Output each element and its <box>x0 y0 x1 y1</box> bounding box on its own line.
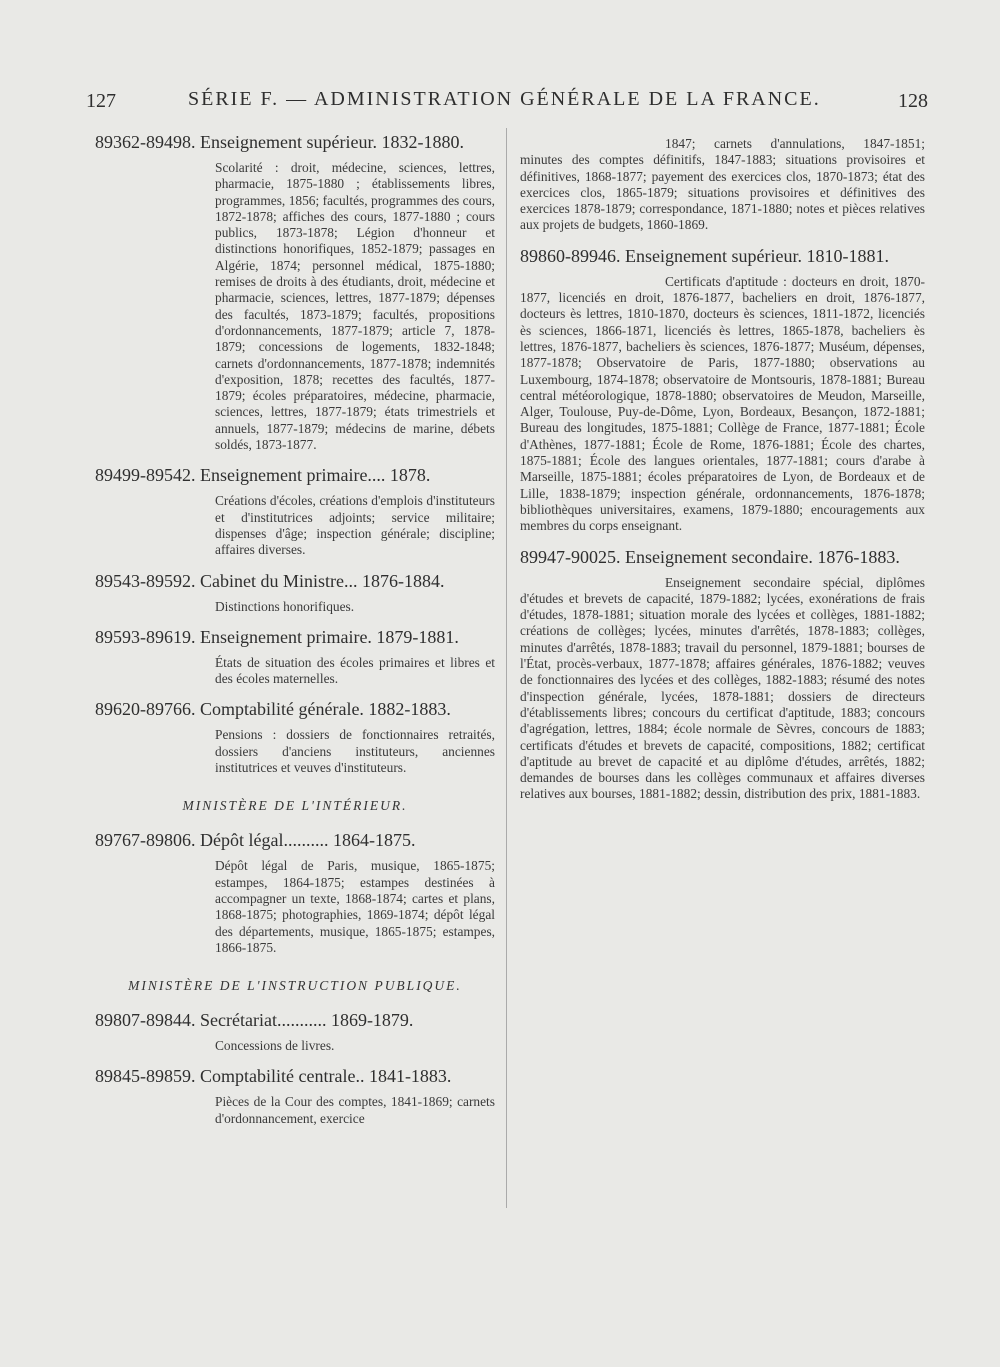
entry-heading: 89543-89592. Cabinet du Ministre... 1876-1884. <box>95 570 445 591</box>
section-title: MINISTÈRE DE L'INSTRUCTION PUBLIQUE. <box>128 978 462 994</box>
page-header <box>80 88 940 118</box>
entry-heading: 89767-89806. Dépôt légal.......... 1864-1875. <box>95 830 416 851</box>
left-column <box>95 130 495 1137</box>
entry-heading: 89845-89859. Comptabilité centrale.. 1841-1883. <box>95 1066 452 1087</box>
column-divider <box>506 128 507 1208</box>
entry-heading: 89620-89766. Comptabilité générale. 1882-1883. <box>95 699 451 720</box>
entry-body-continued: 1847; carnets d'annulations, 1847-1851; minutes des comptes définitifs, 1847-1883; situations provisoires et définitives, 1868-1877; payement des exercices clos, 1870-1873; état des exercices clos, 1865-1879; situations provisoires et définitives des exercices 1878-1879; correspondance, 1871-1880; notes et pièces relatives aux projets de budgets, 1860-1869. <box>520 136 925 233</box>
entry-heading: 89362-89498. Enseignement supérieur. 1832-1880. <box>95 132 464 152</box>
page-number-left: 127 <box>86 90 116 112</box>
entry-body: Dépôt légal de Paris, musique, 1865-1875; estampes, 1864-1875; estampes destinées à accompagner un texte, 1868-1874; cartes et plans, 1868-1875; photographies, 1869-1874; dépôt légal des départements, musique, 1865-1875; estampes, 1866-1875. <box>215 858 495 955</box>
entry-heading: 89499-89542. Enseignement primaire.... 1878. <box>95 465 431 486</box>
entry-body: Concessions de livres. <box>215 1038 335 1054</box>
running-title: SÉRIE F. — ADMINISTRATION GÉNÉRALE DE LA FRANCE. <box>188 88 821 110</box>
entry-body: Pensions : dossiers de fonctionnaires retraités, dossiers d'anciens instituteurs, anciennes institutrices et veuves d'instituteurs. <box>215 727 495 776</box>
page-number-right: 128 <box>898 90 928 112</box>
entry-heading: 89807-89844. Secrétariat........... 1869-1879. <box>95 1010 414 1031</box>
right-column <box>520 130 925 813</box>
entry-heading: 89593-89619. Enseignement primaire. 1879-1881. <box>95 626 459 647</box>
entry-heading: 89860-89946. Enseignement supérieur. 1810-1881. <box>520 245 889 266</box>
entry-body: Scolarité : droit, médecine, sciences, lettres, pharmacie, 1875-1880 ; établissements libres, programmes, 1856; facultés, programmes des cours, 1872-1878; affiches des cours, 1877-1880 ; cours publics, 1873-1878; Légion d'honneur et distinctions honorifiques, 1852-1879; passages en Algérie, 1874; personnel médical, 1875-1880; remises de droits à des étudiants, droit, médecine et pharmacie, sciences, lettres, 1877-1879; dépenses des facultés, 1873-1879; facultés, propositions d'ordonnancements, 1877-1879; article 7, 1878-1879; concessions de logements, 1832-1848; carnets d'ordonnancements, 1877-1878; indemnités d'exposition, 1878; recettes des facultés, 1877-1879; écoles préparatoires, médecine, pharmacie, sciences, lettres, 1877-1879; états trimestriels et annuels, 1877-1879; médecins de marine, débets soldés, 1873-1877. <box>215 160 495 453</box>
entry-body: Certificats d'aptitude : docteurs en droit, 1870-1877, licenciés en droit, 1876-1877, bacheliers en droit, 1876-1877, docteurs ès lettres, 1810-1870, docteurs ès sciences, 1811-1872, licenciés ès sciences, 1866-1871, licenciés ès lettres, 1865-1878, bacheliers ès lettres, 1876-1877, bacheliers ès sciences, 1876-1877; Muséum, dépenses, 1877-1878; Observatoire de Paris, 1877-1880; observations au Luxembourg, 1874-1878; observatoire de Montsouris, 1878-1881; Bureau central météorologique, 1878-1880; observatoires de Meudon, Marseille, Alger, Toulouse, Puy-de-Dôme, Lyon, Bordeaux, Besançon, 1872-1881; Bureau des longitudes, 1875-1881; Collège de France, 1877-1881; École d'Athènes, 1877-1881; École de Rome, 1876-1881; École des chartes, 1875-1881; École des langues orientales, 1877-1881; cours d'arabe à Marseille, 1875-1881; écoles préparatoires de Lyon, de Bordeaux et de Lille, 1838-1879; inspection générale, ordonnancements, 1876-1878; bibliothèques universitaires, examens, 1879-1880; encouragements aux membres du corps enseignant. <box>520 273 925 534</box>
entry-body: États de situation des écoles primaires et libres et des écoles maternelles. <box>215 654 495 687</box>
entry-body: Créations d'écoles, créations d'emplois d'instituteurs et d'institutrices adjoints; service militaire; dispenses d'âge; inspection générale; discipline; affaires diverses. <box>215 493 495 558</box>
entry-body: Enseignement secondaire spécial, diplômes d'études et brevets de capacité, 1879-1882; lycées, exonérations de frais d'études, 1878-1881; situation morale des lycées et collèges, 1881-1882; créations de collèges; lycées, minutes d'arrêtés, 1878-1883; collèges, minutes d'arrêtés, 1878-1883; travail du personnel, 1879-1881; bourses de l'État, procès-verbaux, 1877-1878; affaires générales, 1876-1882; veuves de fonctionnaires des lycées et des collèges, 1882-1883; résumé des notes d'inspection générale, lycées, 1878-1881; dossiers de directeurs d'établissements libres; concours du certificat d'aptitude, 1883; concours d'agrégation, lettres, 1884; école normale de Sèvres, concours de 1883; certificats d'études et brevets de capacité, compositions, 1882; certificat d'aptitude au brevet de capacité et au diplôme d'études, arrêtés, 1882; demandes de bourses dans les collèges communaux et affaires diverses relatives aux bourses, 1881-1882; dessin, distribution des prix, 1881-1883. <box>520 574 925 802</box>
entry-body: Distinctions honorifiques. <box>215 598 355 614</box>
entry-body: Pièces de la Cour des comptes, 1841-1869; carnets d'ordonnancement, exercice <box>215 1094 495 1126</box>
section-title: MINISTÈRE DE L'INTÉRIEUR. <box>182 798 408 814</box>
entry-heading: 89947-90025. Enseignement secondaire. 1876-1883. <box>520 546 900 567</box>
